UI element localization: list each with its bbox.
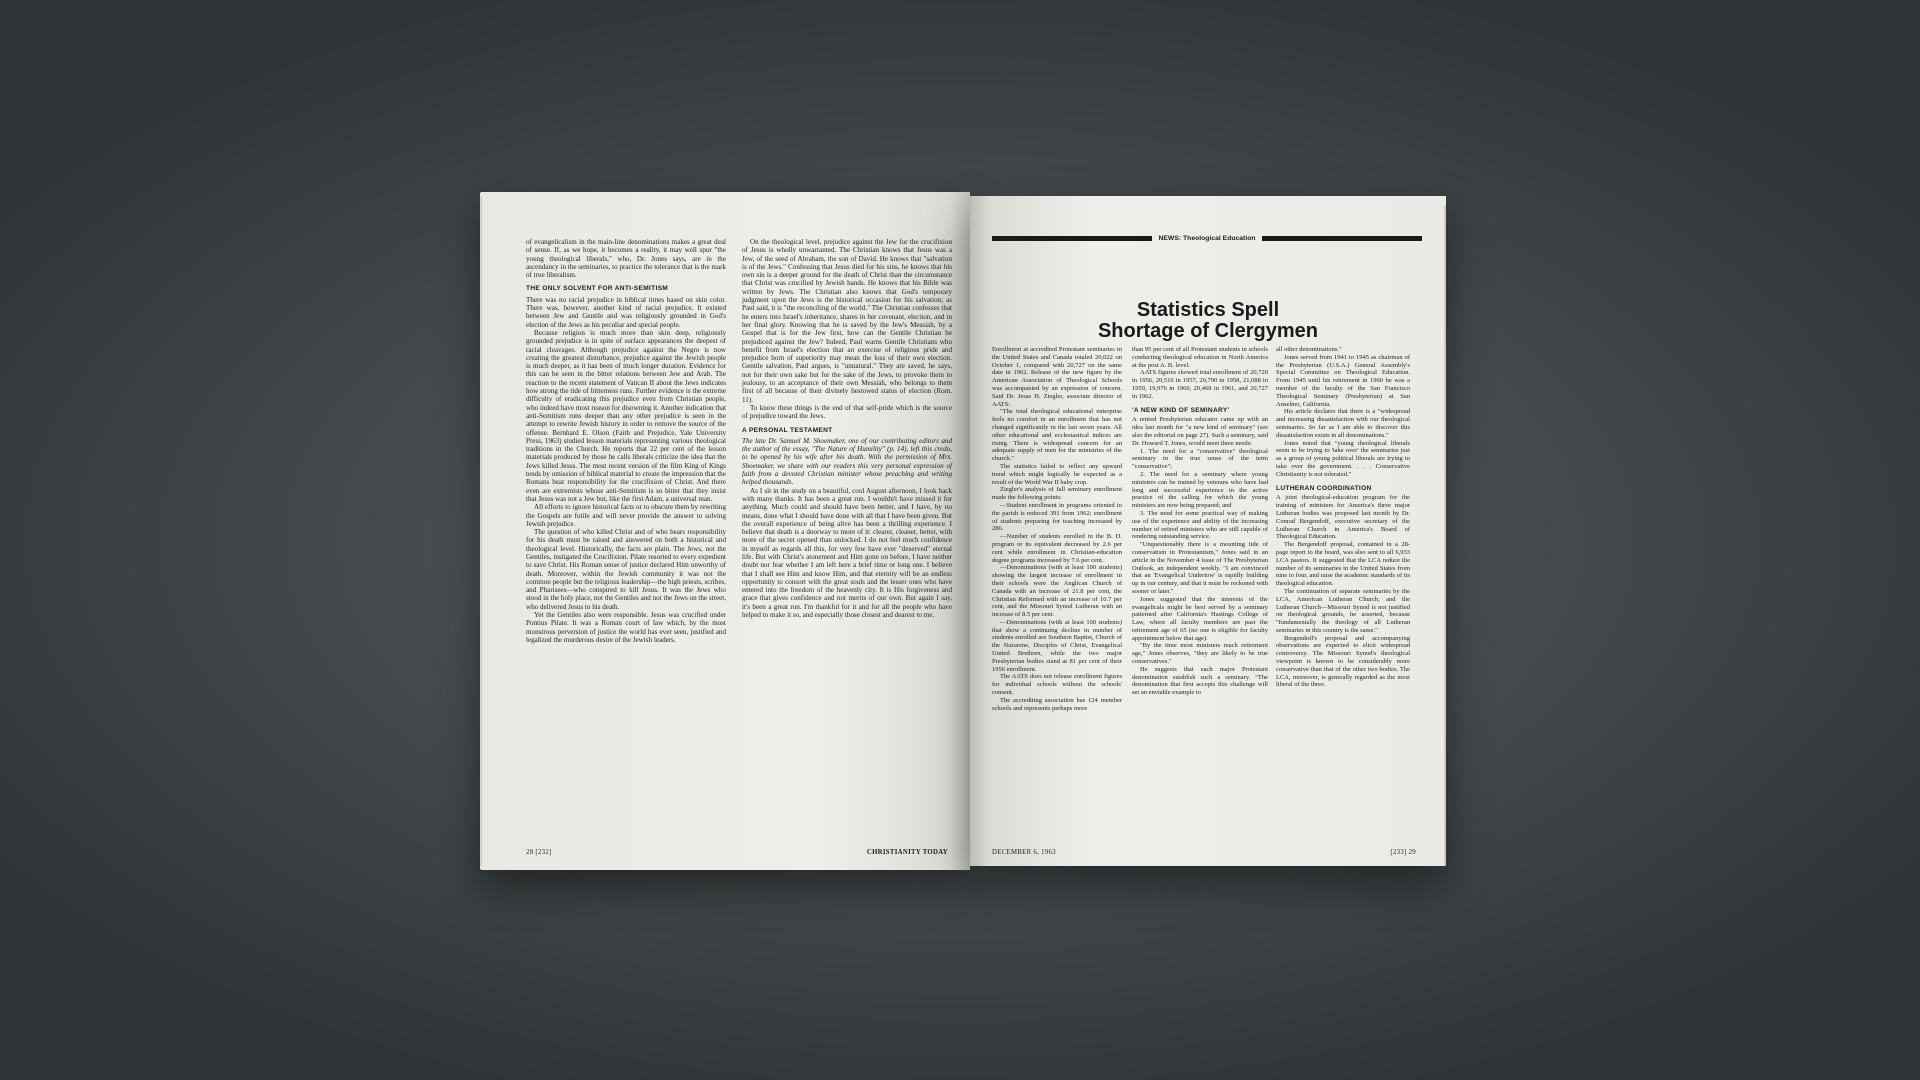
paragraph: —Denominations (with at least 100 students) that show a continuing decline in number of students enrolled are Southern Baptist, Church of the Nazarene, Disciples of Christ, Evangelical United Brethren, while the two major Presbyterian bodies stand at 81 per cent of their 1956 enrollment.: [992, 618, 1122, 673]
section-banner: [992, 234, 1422, 242]
paragraph: of evangelicalism in the main-line denominations makes a great deal of sense. If, as we hope, it becomes a reality, it may well spur "the young theological liberals," who, Dr. Jones says, are in the ascendancy in the seminaries, to practice the tolerance that is the mark of true liberalism.: [526, 238, 726, 280]
paragraph: The AATS does not release enrollment figures for individual schools without the schools' consent.: [992, 673, 1122, 697]
left-column-2: [742, 238, 952, 619]
paragraph: A retired Presbyterian educator came up with an idea last month for "a new kind of seminary" (see also the editorial on page 27). Such a seminary, said Dr. Howard T. Jones, would meet three needs:: [1132, 416, 1268, 447]
paragraph: The statistics failed to reflect any upward trend which might logically be expected as a result of the World War II baby crop.: [992, 462, 1122, 486]
magazine-spread: [480, 192, 1446, 870]
section-heading: A PERSONAL TESTAMENT: [742, 426, 833, 434]
right-page: [970, 196, 1446, 866]
paragraph: Because religion is much more than skin deep, religiously grounded prejudice is in spite of surface appearances the deepest of racial cleavages. Although prejudice against the Negro is now creating the greatest disturbance, prejudice against the Jewish people is much deeper, as it has been of much longer duration. Evidence for this can be seen in the bitter relations between Jew and Arab. The reaction to the recent statement of Vatican II about the Jews indicates how strong the tide of bitterness runs. Further evidence is the extreme difficulty of eradicating this prejudice even from Christian people, who indeed have most reason for disowning it. Another indication that anti-Semitism runs deeper than any other prejudice is seen in the attempt to rewrite Jewish history in order to remove the source of the offense. Bernhard E. Olson (Faith and Prejudice, Yale University Press, 1963) studied lesson materials representing various theological traditions in the Church. He reports that 22 per cent of the lesson materials produced by those he calls liberals criticize the idea that the Jews killed Jesus. The most recent version of the film King of Kings tends by omission of biblical material to create the impression that the Romans bear responsibility for the crucifixion of Christ. And there even are extremists whose anti-Semitism is so bitter that they insist that Jesus was not a Jew but, like the first Adam, a universal man.: [526, 328, 726, 503]
paragraph: There was no racial prejudice in biblical times based on skin color. There was, however, another kind of racial prejudice. It existed between Jew and Gentile and was religiously grounded in God's election of the Jews as his peculiar and special people.: [526, 295, 726, 329]
headline-line: Statistics Spell: [1136, 299, 1280, 321]
paragraph: On the theological level, prejudice against the Jew for the crucifixion of Jesus is wholly unwarranted. The Christian knows that Jesus was a Jew, of the seed of Abraham, the son of David. He knows that "salvation is of the Jews." Confessing that Jesus died for his sins, he knows that his own sin is a deeper ground for the death of Christ than the circumstance that Christ was crucified by Jewish hands. He knows that his Bible was written by Jews. The Christian also knows that God's temporary judgment upon the Jews is the historical occasion for his salvation; as Paul said, it is "the reconciling of the world." The Christian confesses that he enters into Israel's inheritance, shares in her covenant, election, and in her final glory. Knowing that he is saved by the Jew's Messiah, by a Gospel that is for the Jew first, how can the Gentile Christian be prejudiced against the Jew? Indeed, Paul warns Gentile Christians who benefit from Israel's election that an exercise of religious pride and prejudice born of superiority may mean the loss of their own election. Gentile salvation, Paul argues, is "unnatural." They are saved, he says, not for their own sake but for the sake of the Jews, to provoke them to jealousy, to an acceptance of their own Messiah, who belongs to them first of all because of their divinely bestowed status of election (Rom. 11).: [742, 238, 952, 404]
section-heading: 'A NEW KIND OF SEMINARY': [1132, 406, 1230, 414]
right-column-3: [1276, 346, 1410, 689]
paragraph: 3. The need for some practical way of making use of the experience and ability of the increasing number of retired ministers who are still capable of rendering outstanding service.: [1132, 509, 1268, 541]
paragraph: The continuation of separate seminaries by the LCA, American Lutheran Church, and the Lutheran Church—Missouri Synod is not justified on theological grounds, he asserted, because "fundamentally the theology of all Lutheran seminaries in this country is the same.": [1276, 587, 1410, 634]
banner-rule: [1262, 236, 1422, 241]
section-heading: LUTHERAN COORDINATION: [1276, 484, 1372, 492]
section-heading: THE ONLY SOLVENT FOR ANTI-SEMITISM: [526, 285, 669, 293]
paragraph: A joint theological-education program for the training of ministers for America's three major Lutheran bodies was proposed last month by Dr. Conrad Bergendoff, executive secretary of the Lutheran Church in America's Board of Theological Education.: [1276, 494, 1410, 541]
paragraph: —Student enrollment in programs oriented to the parish is reduced 391 from 1962; enrollment of students preparing for teaching increased by 286.: [992, 501, 1122, 533]
paragraph: Ziegler's analysis of fall seminary enrollment made the following points:: [992, 486, 1122, 502]
editor-intro: The late Dr. Samuel M. Shoemaker, one of our contributing editors and the author of the essay, "The Nature of Humility" (p. 14), left this credo, to be opened by his wife after his death. With the permission of Mrs. Shoemaker, we share with our readers this very personal expression of faith from a devoted Christian minister whose preaching and writing helped thousands.: [742, 436, 952, 487]
paragraph: His article declares that there is a "widespread and increasing dissatisfaction with our theological seminaries. So far as I am able to discover this dissatisfaction exists in all denominations.": [1276, 408, 1410, 439]
paragraph: "The total theological educational enterprise feels no comfort in an enrollment that has not changed significantly in the last seven years. All other educational and ecclesiastical indices are rising. There is widespread concern for an adequate supply of men for the ministries of the church.": [992, 408, 1122, 463]
paragraph: He suggests that each major Protestant denomination establish such a seminary. "The denomination that first accepts this challenge will set an enviable example to: [1132, 665, 1268, 697]
right-column-1: [992, 346, 1122, 712]
paragraph: —Denominations (with at least 100 students) showing the largest increase of enrollment in their schools were the Anglican Church of Canada with an increase of 21.8 per cent, the Christian Reformed with an increase of 10.7 per cent, and the Missouri Synod Lutheran with an increase of 8.5 per cent.: [992, 564, 1122, 619]
paragraph: As I sit in the study on a beautiful, cool August afternoon, I look back with many thanks. It has been a great run. I wouldn't have missed it for anything. Much could and should have been better, and I have, by no means, done what I should have done with all that I have been given. But the overall experience of being alive has been a thrilling experience. I believe that death is a doorway to more of it: clearer, cleaner, better, with more of the secret opened than unlocked. I do not feel much confidence in myself as regards all this, for very few have ever "deserved" eternal life. But with Christ's atonement and Him gone on before, I have neither doubt nor fear whether I am left here a brief time or long one. I believe that I shall see Him and know Him, and that eternity will be an endless opportunity to consort with the great souls and the lesser ones who have entered into the freedom of the heavenly city. It is His forgiveness and grace that gives confidence and not merits of our own. But again I say, it's been a great run. I'm thankful for it and for all the people who have helped to make it so, and especially those closest and dearest to me.: [742, 486, 952, 620]
paragraph: The question of who killed Christ and of who bears responsibility for his death must be raised and answered on both a historical and theological level. Historically, the facts are plain. The Jews, not the Gentiles, instigated the Crucifixion. Pilate resorted to every expedient to save Christ. His Roman sense of justice declared Him unworthy of death. Moreover, within the Jewish community it was not the common people but the religious leadership—the high priests, scribes, and Pharisees—who conspired to kill Jesus. It was the Jews who stood in the holy place, not the Gentiles and not the Jews on the street, who delivered Jesus to his death.: [526, 528, 726, 611]
article-headline: [970, 300, 1446, 342]
paragraph: —Number of students enrolled in the B. D. program or its equivalent decreased by 2.6 per cent while enrollment in Christian-education degree programs increased by 7.6 per cent.: [992, 533, 1122, 564]
left-page-edge: [480, 196, 482, 866]
banner-rule: [992, 236, 1152, 241]
paragraph: 1. The need for a "conservative" theological seminary in the true sense of the term "conservative";: [1132, 447, 1268, 471]
paragraph: The accrediting association has 124 member schools and represents perhaps more: [992, 696, 1122, 712]
page-number-left: 28 [232]: [526, 849, 552, 856]
magazine-name: CHRISTIANITY TODAY: [866, 849, 948, 856]
paragraph: All efforts to ignore historical facts or to obscure them by rewriting the Gospels are futile and will never provide the answer to solving Jewish prejudice.: [526, 503, 726, 528]
paragraph: Jones served from 1941 to 1945 as chairman of the Presbyterian (U.S.A.) General Assembly's Special Committee on Theological Education. From 1945 until his retirement in 1960 he was a member of the faculty of the San Francisco Theological Seminary (Presbyterian) at San Anselmo, California.: [1276, 353, 1410, 408]
headline-line: Shortage of Clergymen: [1097, 320, 1319, 342]
paragraph: Yet the Gentiles also were responsible. Jesus was crucified under Pontius Pilate. It was a Roman court of law which, by the most monstrous perversion of justice the world has ever seen, justified and legalized the murderous desire of the Jewish leaders.: [526, 611, 726, 644]
banner-label: NEWS: Theological Education: [1158, 234, 1256, 242]
left-column-1: [526, 238, 726, 644]
page-number-right: [233] 29: [1390, 849, 1416, 856]
paragraph: Jones noted that "young theological liberals seem to be trying to 'take over' the seminaries just as a group of young political liberals are trying to take over the government. . . . Conservative Christianity is not tolerated.": [1276, 439, 1410, 478]
left-page: [480, 192, 970, 870]
paragraph: To know these things is the end of that self-pride which is the source of prejudice toward the Jews.: [742, 403, 952, 421]
paragraph: 2. The need for a seminary where young ministers can be trained by veterans who have had long and successful experience in the active practice of the calling for which the young ministers are now being prepared; and: [1132, 470, 1268, 510]
paragraph: "Unquestionably there is a mounting tide of conservatism in Protestantism," Jones said in an article in the November 4 issue of The Presbyterian Outlook, an independent weekly. "I am convinced that an 'Evangelical Undertow' is rapidly building up in our century, and that it must be reckoned with sooner or later.": [1132, 541, 1268, 595]
paragraph: "By the time most ministers reach retirement age," Jones observes, "they are likely to be true conservatives.": [1132, 642, 1268, 666]
paragraph: Enrollment at accredited Protestant seminaries in the United States and Canada totaled 20,022 on October 1, compared with 20,727 on the same date in 1962. Release of the new figure by the American Association of Theological Schools was accompanied by an expression of concern. Said Dr. Jesse H. Ziegler, associate director of AATS:: [992, 346, 1122, 408]
paragraph: AATS figures showed total enrollment of 20,720 in 1956, 20,516 in 1957, 20,790 in 1958, 21,088 in 1959, 19,976 in 1960, 20,468 in 1961, and 20,727 in 1962.: [1132, 369, 1268, 400]
paragraph: Bergendoff's proposal and accompanying observations are expected to elicit widespread controversy. The Missouri Synod's theological viewpoint is known to be considerably more conservative than that of the other two bodies. The LCA, moreover, is generally regarded as the most liberal of the three.: [1276, 634, 1410, 689]
issue-date: DECEMBER 6, 1963: [992, 849, 1056, 856]
right-column-2: [1132, 346, 1268, 697]
paragraph: than 95 per cent of all Protestant students in schools conducting theological education in North America at the post A. B. level.: [1132, 346, 1268, 369]
paragraph: Jones suggested that the interests of the evangelicals might be best served by a seminary patterned after California's Hastings College of Law, where all faculty members are past the retirement age of 65 (no one is eligible for faculty appointment below that age).: [1132, 595, 1268, 642]
paragraph: all other denominations.": [1276, 346, 1342, 353]
paragraph: The Bergendoff proposal, contained in a 28-page report to the board, was also sent to all 6,933 LCA pastors. It suggested that the LCA reduce the number of its seminaries in the United States from nine to four, and raise the academic standards of its theological education.: [1276, 541, 1410, 588]
